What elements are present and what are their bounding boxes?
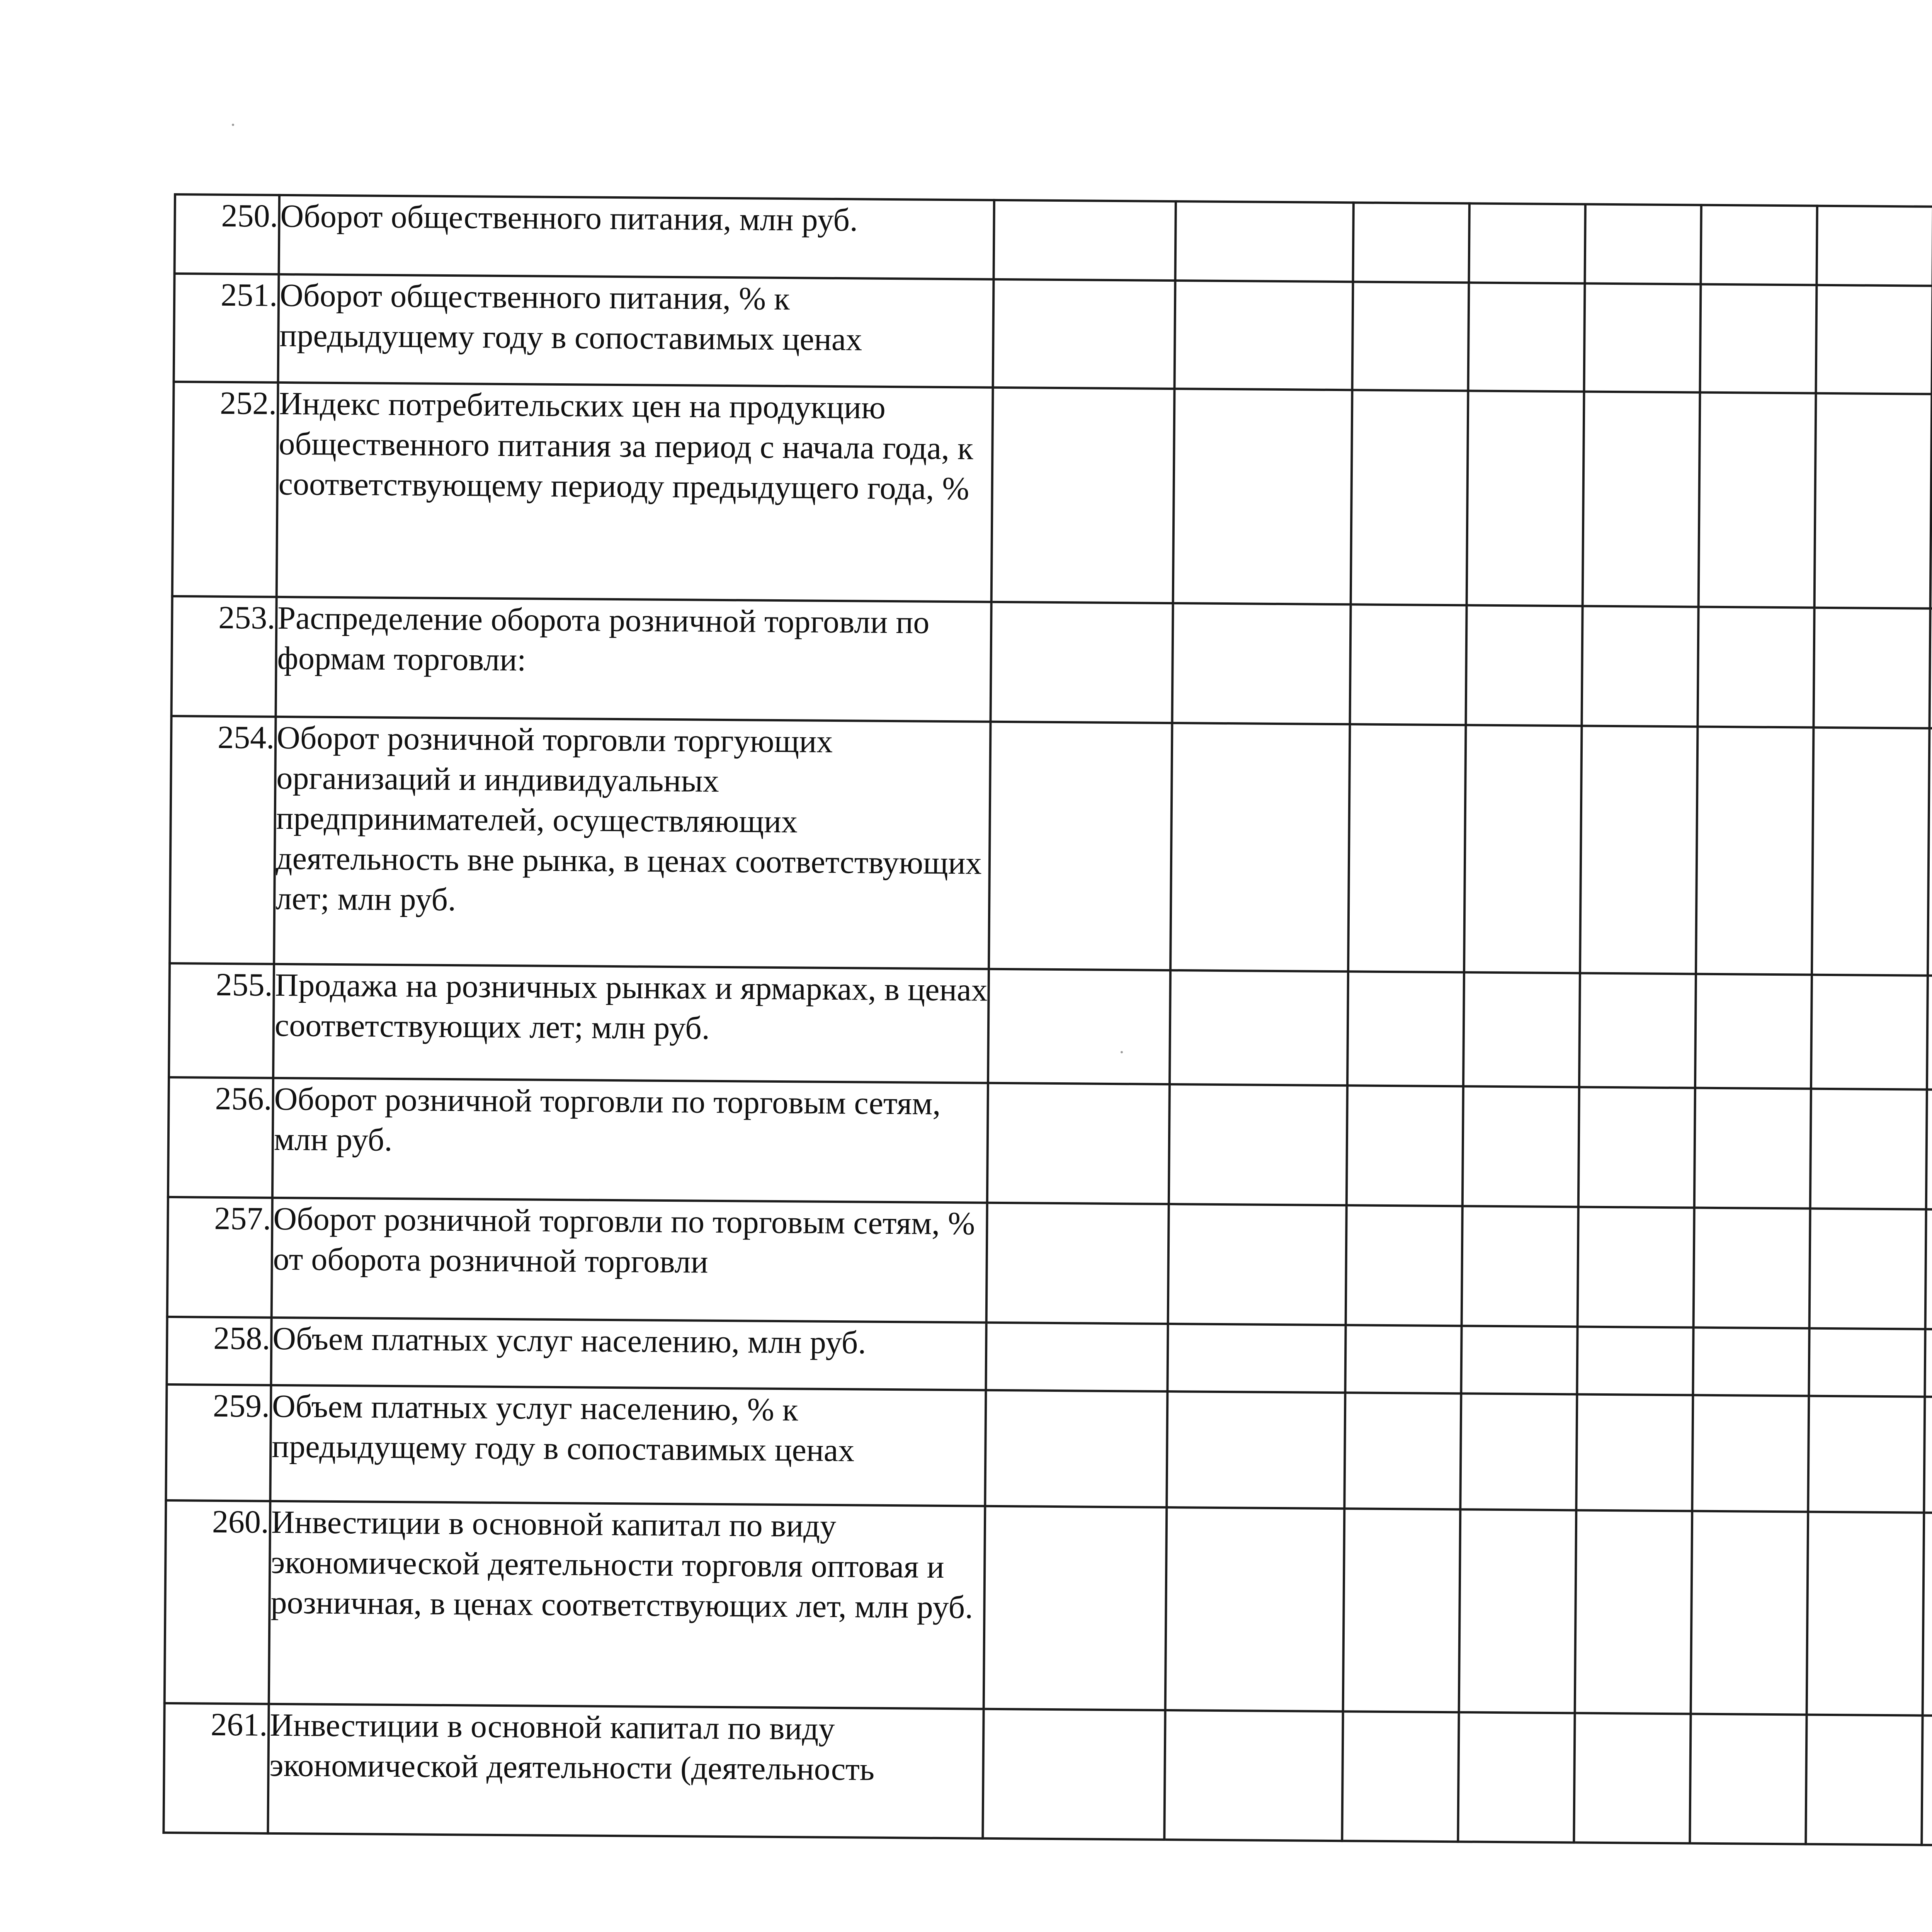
data-cell	[1694, 1208, 1810, 1328]
data-cell	[1809, 1328, 1925, 1397]
data-cell	[1164, 1710, 1343, 1841]
data-cell	[1696, 727, 1813, 975]
data-cell	[1816, 206, 1932, 286]
data-cell	[1812, 728, 1929, 976]
row-number: 255.	[169, 963, 274, 1078]
data-cell	[1691, 1511, 1808, 1715]
row-number: 252.	[172, 382, 278, 597]
row-number: 257.	[167, 1197, 272, 1318]
data-cell	[1810, 1209, 1926, 1329]
row-label: Оборот розничной торговли по торговым сетям, % от оборота розничной торговли	[272, 1198, 987, 1323]
data-cell	[1348, 724, 1466, 972]
row-label: Инвестиции в основной капитал по виду экономической деятельности (деятельность	[268, 1704, 983, 1838]
data-cell	[1343, 1509, 1461, 1712]
row-number: 251.	[174, 274, 279, 383]
data-cell	[988, 969, 1170, 1084]
row-number: 261.	[163, 1703, 269, 1833]
data-cell	[1924, 1397, 1932, 1514]
data-cell	[1576, 1394, 1693, 1511]
data-cell	[1925, 1209, 1932, 1330]
data-cell	[1345, 1325, 1461, 1393]
data-cell	[1926, 1090, 1932, 1210]
data-cell	[1167, 1324, 1345, 1393]
data-cell	[1462, 1206, 1578, 1327]
indicators-table	[162, 193, 1932, 1852]
data-cell	[991, 602, 1173, 723]
data-cell	[1697, 607, 1814, 728]
data-cell	[1580, 726, 1697, 974]
data-cell	[985, 1390, 1167, 1507]
row-label: Оборот розничной торговли торгующих организаций и индивидуальных предпринимателей, осуществляющих деятельность вне рынка, в ценах соответствующих лет; млн руб.	[274, 717, 990, 969]
row-number: 260.	[165, 1500, 270, 1704]
data-cell	[1468, 282, 1585, 391]
data-cell	[1925, 1329, 1932, 1398]
data-cell	[993, 279, 1175, 389]
row-label: Оборот розничной торговли по торговым сетям, млн руб.	[272, 1078, 988, 1203]
data-cell	[986, 1203, 1169, 1324]
data-cell	[1810, 1089, 1927, 1209]
data-cell	[1344, 1393, 1461, 1509]
data-cell	[1922, 1716, 1932, 1846]
data-cell	[1923, 1513, 1932, 1716]
data-cell	[1927, 976, 1932, 1090]
table-row	[172, 596, 1932, 734]
row-number: 259.	[166, 1384, 271, 1501]
table-row	[167, 1197, 1932, 1335]
table-row	[170, 716, 1932, 981]
row-label: Распределение оборота розничной торговли по формам торговли:	[276, 597, 992, 722]
data-cell	[1464, 725, 1582, 973]
data-cell	[1347, 971, 1464, 1086]
data-cell	[1585, 204, 1701, 284]
data-cell	[1583, 391, 1700, 607]
data-cell	[1350, 604, 1466, 725]
data-cell	[1467, 391, 1584, 606]
data-cell	[1459, 1509, 1577, 1713]
data-cell	[1929, 609, 1932, 729]
data-cell	[1461, 1326, 1577, 1394]
data-cell	[1170, 723, 1350, 971]
data-cell	[1342, 1711, 1459, 1842]
scan-speck	[232, 124, 234, 126]
data-cell	[1700, 284, 1816, 393]
row-number: 256.	[168, 1077, 273, 1198]
data-cell	[1813, 608, 1930, 728]
data-cell	[1811, 975, 1928, 1090]
data-cell	[1582, 606, 1698, 726]
data-cell	[1458, 1712, 1575, 1842]
data-cell	[1699, 393, 1816, 608]
table-row	[174, 274, 1932, 400]
data-cell	[1701, 205, 1817, 285]
data-cell	[986, 1323, 1168, 1391]
data-cell	[1173, 389, 1352, 604]
row-label: Продажа на розничных рынках и ярмарках, в ценах соответствующих лет; млн руб.	[273, 964, 989, 1083]
data-cell	[1175, 201, 1353, 282]
data-cell	[1463, 972, 1580, 1087]
table-row	[166, 1384, 1932, 1519]
data-cell	[1463, 1086, 1579, 1207]
data-cell	[1165, 1507, 1345, 1711]
data-cell	[1806, 1715, 1922, 1845]
table-row	[172, 382, 1932, 614]
data-cell	[1690, 1714, 1806, 1844]
row-number: 250.	[175, 194, 279, 274]
row-label: Индекс потребительских цен на продукцию общественного питания за период с начала года, к соответствующему периоду предыдущего года, %	[277, 383, 993, 602]
data-cell	[1169, 1084, 1347, 1205]
data-cell	[1353, 202, 1469, 282]
data-cell	[1575, 1510, 1692, 1714]
data-cell	[1347, 1085, 1463, 1206]
data-cell	[1584, 283, 1701, 392]
data-cell	[984, 1506, 1167, 1710]
data-cell	[1170, 970, 1348, 1085]
table-row	[169, 963, 1932, 1095]
table-row	[168, 1077, 1932, 1215]
data-cell	[1167, 1391, 1345, 1509]
data-cell	[1578, 1087, 1695, 1208]
data-cell	[1692, 1395, 1809, 1512]
row-number: 254.	[170, 716, 276, 964]
row-label: Оборот общественного питания, млн руб.	[279, 195, 994, 279]
data-cell	[1175, 281, 1353, 390]
data-cell	[993, 200, 1175, 281]
row-label: Оборот общественного питания, % к предыдущему году в сопоставимых ценах	[278, 274, 994, 388]
row-label: Инвестиции в основной капитал по виду экономической деятельности торговля оптовая и розничная, в ценах соответствующих лет, млн руб.	[269, 1501, 985, 1709]
data-cell	[1466, 605, 1582, 726]
data-cell	[987, 1083, 1170, 1204]
data-cell	[1577, 1327, 1693, 1395]
data-cell	[1694, 1088, 1811, 1209]
data-cell	[1578, 1207, 1694, 1327]
row-label: Объем платных услуг населению, млн руб.	[271, 1318, 986, 1390]
data-cell	[1172, 603, 1350, 724]
data-cell	[1808, 1396, 1925, 1513]
row-label: Объем платных услуг населению, % к предыдущему году в сопоставимых ценах	[270, 1385, 986, 1506]
data-cell	[1579, 973, 1696, 1088]
data-cell	[1460, 1393, 1577, 1510]
data-cell	[989, 722, 1172, 970]
data-cell	[1695, 974, 1812, 1089]
table-row	[165, 1500, 1932, 1721]
data-cell	[1168, 1204, 1347, 1325]
data-cell	[1816, 285, 1932, 394]
row-number: 253.	[172, 596, 277, 717]
data-cell	[1346, 1205, 1463, 1326]
data-cell	[1807, 1512, 1924, 1716]
data-cell	[1351, 390, 1468, 605]
data-cell	[1815, 393, 1932, 609]
data-cell	[992, 388, 1175, 603]
data-cell	[1469, 203, 1585, 283]
data-cell	[983, 1709, 1165, 1840]
row-number: 258.	[167, 1317, 271, 1385]
data-cell	[1574, 1713, 1690, 1843]
data-cell	[1352, 282, 1469, 391]
table-row	[163, 1703, 1932, 1851]
data-cell	[1693, 1328, 1809, 1396]
